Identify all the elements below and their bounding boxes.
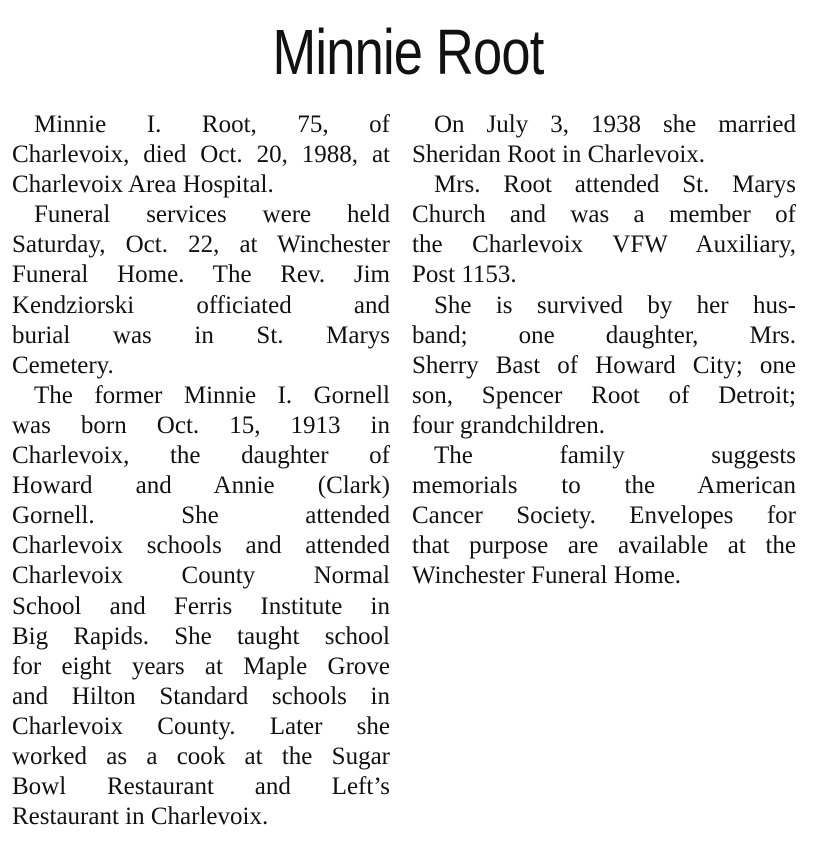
text-line: Mrs. Root attended St. Marys bbox=[434, 171, 796, 199]
text-line: The former Minnie I. Gornell bbox=[34, 381, 390, 409]
text-line: Winchester Funeral Home. bbox=[412, 562, 682, 590]
text-line: memorials to the American bbox=[412, 472, 796, 500]
text-line: Restaurant in Charlevoix. bbox=[12, 803, 269, 831]
text-line: son, Spencer Root of Detroit; bbox=[412, 381, 796, 409]
text-line: School and Ferris Institute in bbox=[12, 592, 390, 620]
text-line: Sheridan Root in Charlevoix. bbox=[412, 141, 706, 169]
text-line: Funeral services were held bbox=[34, 201, 390, 229]
text-line: Church and was a member of bbox=[412, 201, 796, 229]
text-line: Minnie I. Root, 75, of bbox=[34, 111, 390, 138]
text-line: On July 3, 1938 she married bbox=[434, 111, 796, 138]
text-line: The family suggests bbox=[434, 442, 796, 470]
obituary-column-right bbox=[412, 110, 796, 592]
text-line: worked as a cook at the Sugar bbox=[12, 742, 390, 770]
text-line: that purpose are available at the bbox=[412, 532, 796, 560]
text-line: Post 1153. bbox=[412, 261, 517, 289]
obituary-column-left bbox=[12, 110, 390, 832]
text-line: Charlevoix Area Hospital. bbox=[12, 171, 274, 199]
text-line: Gornell. She attended bbox=[12, 502, 390, 530]
text-line: for eight years at Maple Grove bbox=[12, 652, 390, 680]
text-line: Cemetery. bbox=[12, 351, 114, 379]
text-line: was born Oct. 15, 1913 in bbox=[12, 411, 390, 439]
text-line: Big Rapids. She taught school bbox=[12, 622, 390, 650]
text-line: Bowl Restaurant and Left’s bbox=[12, 773, 390, 801]
text-line: Charlevoix, the daughter of bbox=[12, 442, 390, 470]
text-line: Sherry Bast of Howard City; one bbox=[412, 351, 796, 379]
text-line: the Charlevoix VFW Auxiliary, bbox=[412, 231, 796, 259]
text-line: Cancer Society. Envelopes for bbox=[412, 502, 796, 530]
text-line: Saturday, Oct. 22, at Winchester bbox=[12, 231, 390, 259]
text-line: Howard and Annie (Clark) bbox=[12, 472, 390, 500]
text-line: Charlevoix schools and attended bbox=[12, 532, 390, 560]
text-line: band; one daughter, Mrs. bbox=[412, 321, 796, 349]
text-line: Charlevoix County. Later she bbox=[12, 712, 390, 740]
text-line: Charlevoix County Normal bbox=[12, 562, 390, 590]
text-line: Funeral Home. The Rev. Jim bbox=[12, 261, 390, 289]
text-line: She is survived by her hus- bbox=[434, 291, 796, 319]
text-line: Kendziorski officiated and bbox=[12, 291, 390, 319]
text-line: four grandchildren. bbox=[412, 411, 605, 439]
text-line: burial was in St. Marys bbox=[12, 321, 390, 349]
text-line: and Hilton Standard schools in bbox=[12, 682, 390, 710]
text-line: Charlevoix, died Oct. 20, 1988, at bbox=[12, 141, 390, 169]
obituary-headline: Minnie Root bbox=[272, 16, 544, 88]
